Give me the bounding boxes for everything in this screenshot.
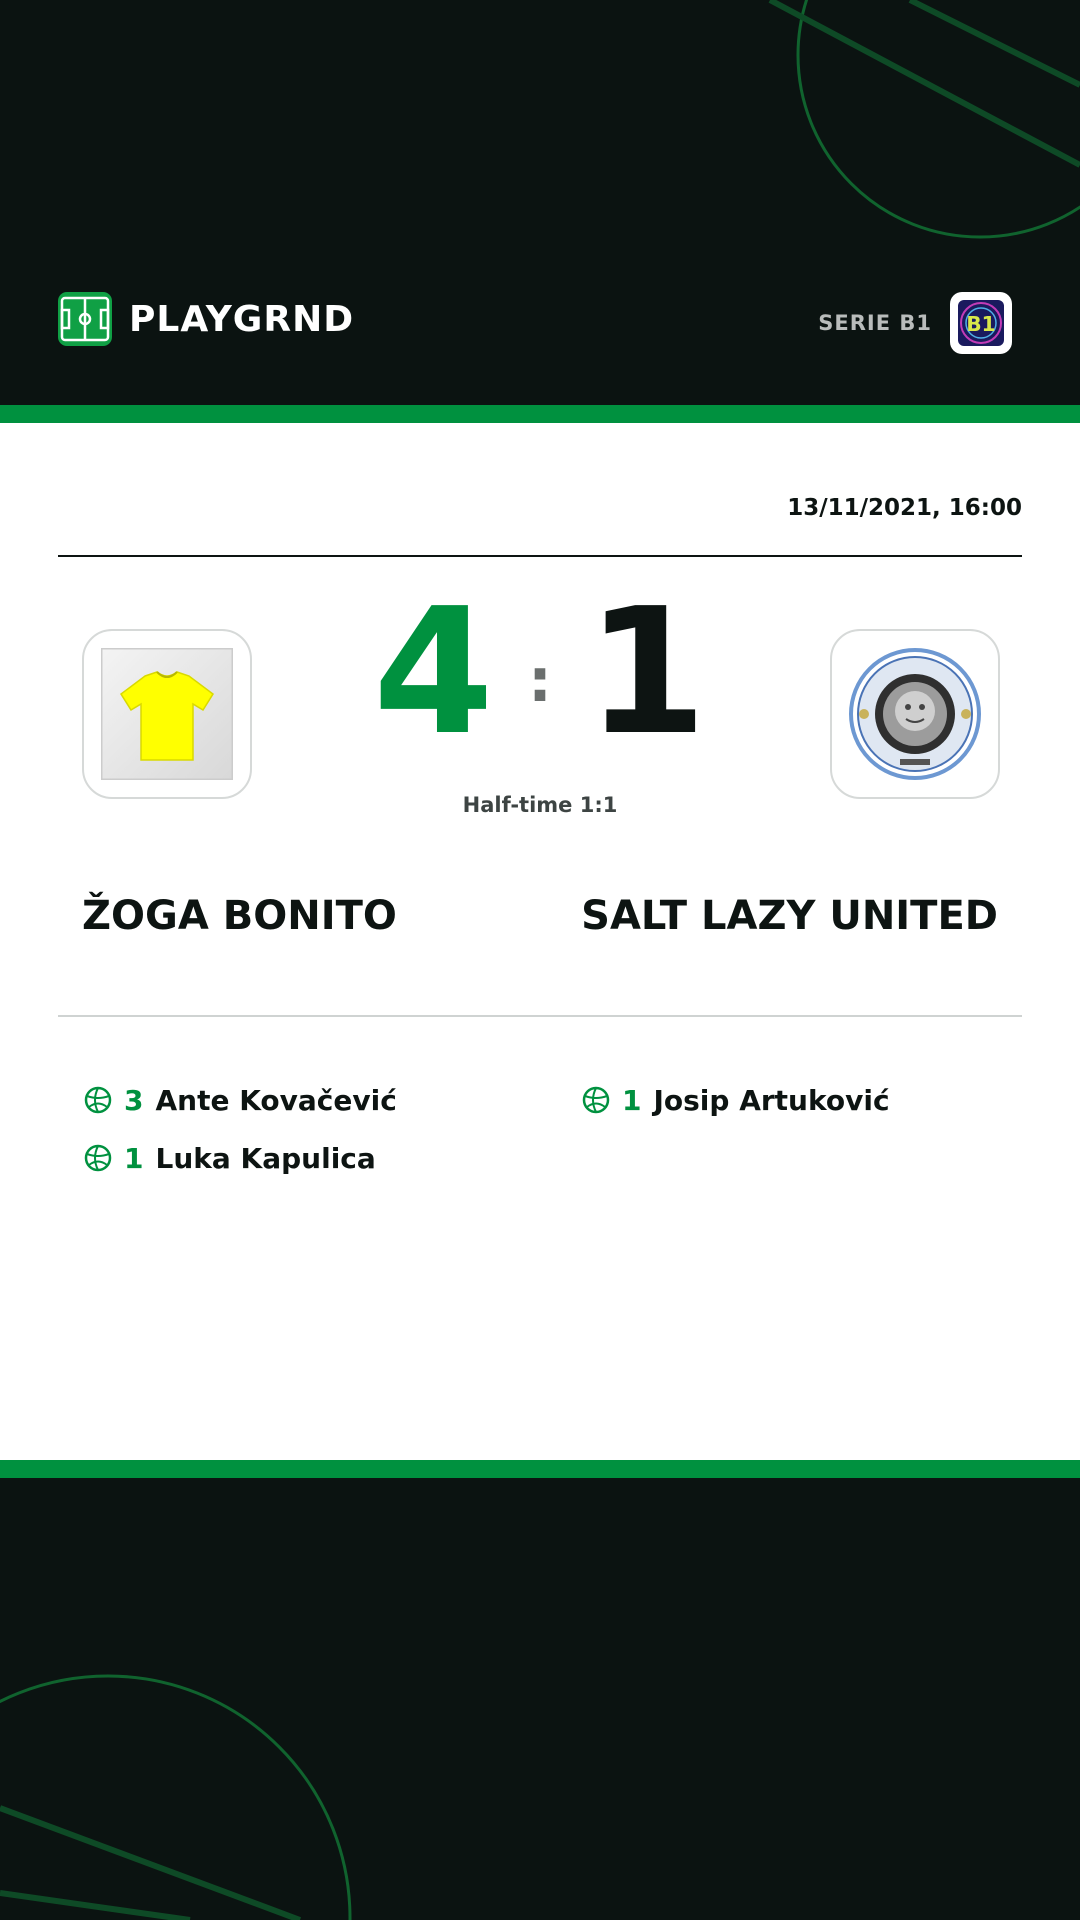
home-score: 4 bbox=[372, 571, 494, 774]
footer-band bbox=[0, 1478, 1080, 1920]
pitch-icon bbox=[58, 292, 112, 346]
league-name: SERIE B1 bbox=[818, 311, 932, 335]
pitch-decoration bbox=[0, 1478, 1080, 1920]
away-team-name: SALT LAZY UNITED bbox=[581, 893, 998, 939]
ball-icon bbox=[84, 1144, 112, 1172]
match-datetime: 13/11/2021, 16:00 bbox=[787, 495, 1022, 521]
divider bbox=[58, 1015, 1022, 1017]
scorer-name: Josip Artuković bbox=[653, 1083, 890, 1117]
ball-icon bbox=[84, 1086, 112, 1114]
score-separator: : bbox=[528, 646, 552, 716]
header-band bbox=[0, 0, 1080, 405]
scorer-row bbox=[84, 1071, 397, 1129]
scorer-goals: 1 bbox=[622, 1083, 642, 1117]
away-scorers-list bbox=[582, 1071, 890, 1129]
scorer-goals: 3 bbox=[124, 1083, 144, 1117]
scorer-name: Luka Kapulica bbox=[155, 1141, 376, 1175]
match-card bbox=[0, 423, 1080, 1460]
league[interactable] bbox=[818, 292, 1012, 354]
scorer-goals: 1 bbox=[124, 1141, 144, 1175]
away-score: 1 bbox=[586, 571, 708, 774]
away-team-crest[interactable] bbox=[830, 629, 1000, 799]
yellow-shirt-icon bbox=[101, 648, 233, 780]
ball-icon bbox=[582, 1086, 610, 1114]
divider bbox=[58, 555, 1022, 557]
salt-lazy-united-crest bbox=[848, 647, 982, 781]
home-team-name: ŽOGA BONITO bbox=[82, 893, 397, 939]
scorer-row bbox=[84, 1129, 397, 1187]
scorer-name: Ante Kovačević bbox=[155, 1083, 397, 1117]
brand-name: PLAYGRND bbox=[129, 298, 355, 340]
accent-bar-top bbox=[0, 405, 1080, 423]
home-team-crest[interactable] bbox=[82, 629, 252, 799]
accent-bar-bottom bbox=[0, 1460, 1080, 1478]
halftime-score: Half-time 1:1 bbox=[462, 793, 618, 817]
home-scorers-list bbox=[84, 1071, 397, 1187]
brand[interactable] bbox=[58, 292, 354, 346]
b1-league-icon bbox=[950, 292, 1012, 354]
svg-text:B1: B1 bbox=[966, 312, 996, 336]
scorer-row bbox=[582, 1071, 890, 1129]
scoreline bbox=[340, 571, 740, 774]
